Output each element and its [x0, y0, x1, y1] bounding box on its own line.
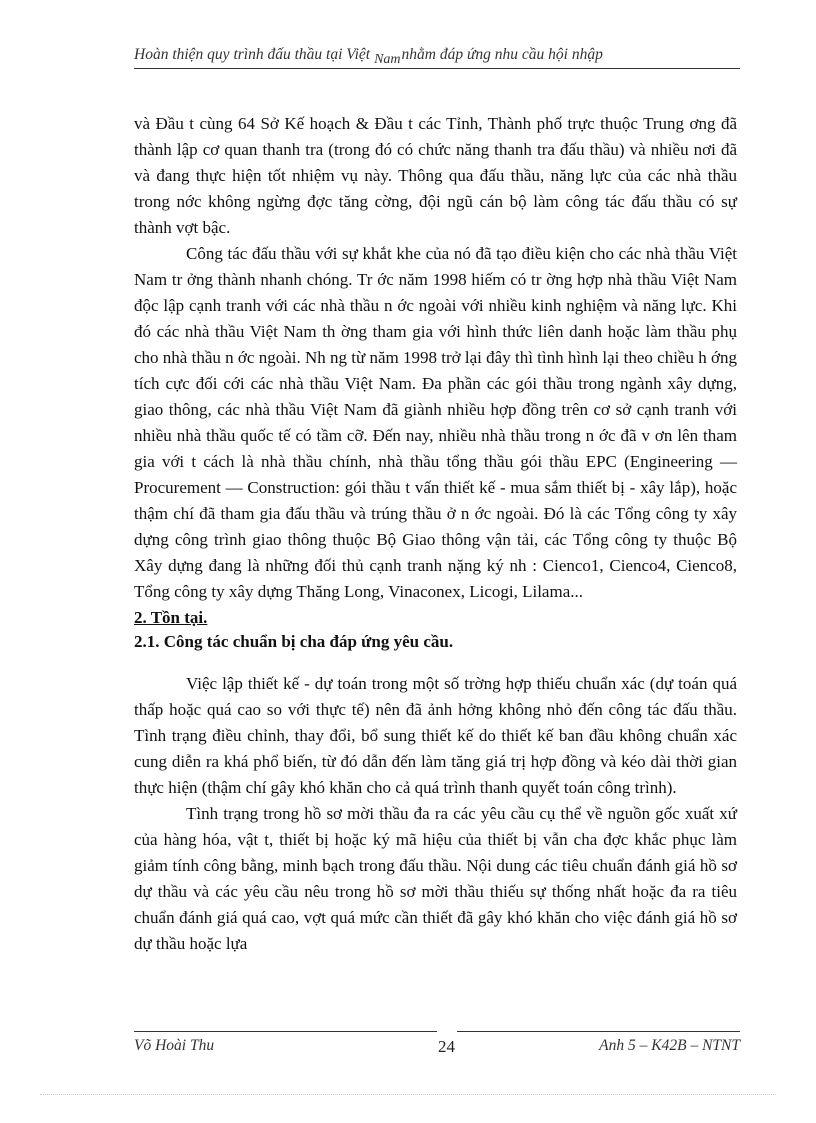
paragraph-2: Công tác đấu thầu với sự khắt khe của nó đã tạo điều kiện cho các nhà thầu Việt Nam tr ởng thành nhanh chóng. Tr ớc năm 1998 hiếm có tr ờng hợp nhà thầu Việt Nam độc lập cạnh tranh với các nhà thầu n ớc ngoài với nhiều kinh nghiệm và năng lực. Khi đó các nhà thầu Việt Nam th ờng tham gia với hình thức liên danh hoặc làm thầu phụ cho nhà thầu n ớc ngoài. Nh ng từ năm 1998 trở lại đây thì tình hình lại theo chiều h ớng tích cực đối cới các nhà thầu Việt Nam. Đa phần các gói thầu trong ngành xây dựng, giao thông, các nhà thầu Việt Nam đã giành nhiều hợp đồng trên cơ sở cạnh tranh với nhiều nhà thầu quốc tế có tầm cỡ. Đến nay, nhiều nhà thầu trong n ớc đã v ơn lên tham gia với t cách là nhà thầu chính, nhà thầu tổng thầu gói thầu EPC (Engineering — Procurement — Construction: gói thầu t vấn thiết kế - mua sắm thiết bị - xây lắp), hoặc thậm chí đã tham gia đấu thầu và trúng thầu ở n ớc ngoài. Đó là các Tổng công ty xây dựng công trình giao thông thuộc Bộ Giao thông vận tải, các Tổng công ty thuộc Bộ Xây dựng đang là những đối thủ cạnh tranh nặng ký nh : Cienco1, Cienco4, Cienco8, Tổng công ty xây dựng Thăng Long, Vinaconex, Licogi, Lilama... [134, 244, 737, 601]
section-heading-2-1: 2.1. Công tác chuẩn bị cha đáp ứng yêu cầu. [134, 632, 454, 651]
footer-author: Võ Hoài Thu [134, 1037, 215, 1054]
paragraph-4: Tình trạng trong hồ sơ mời thầu đa ra các yêu cầu cụ thể về nguồn gốc xuất xứ của hàng hóa, vật t, thiết bị hoặc ký mã hiệu của thiết bị vẫn cha đợc khắc phục làm giảm tính công bằng, minh bạch trong đấu thầu. Nội dung các tiêu chuẩn đánh giá hồ sơ dự thầu và các yêu cầu nêu trong hồ sơ mời thầu thiếu sự thống nhất hoặc đa ra tiêu chuẩn đánh giá quá cao, vợt quá mức cần thiết đã gây khó khăn cho việc đánh giá hồ sơ dự thầu hoặc lựa [134, 804, 737, 953]
header-text-before: Hoàn thiện quy trình đấu thầu tại Việt [134, 46, 371, 63]
footer-class: Anh 5 – K42B – NTNT [599, 1037, 740, 1054]
header-text-after: nhằm đáp ứng nhu cầu hội nhập [401, 46, 603, 63]
footer-rule-left [134, 1031, 437, 1032]
page-bottom-divider [40, 1094, 776, 1095]
page-content [134, 111, 737, 957]
header-text-nam: Nam [374, 52, 401, 67]
section-heading-2: 2. Tồn tại. [134, 608, 208, 627]
page-number: 24 [438, 1037, 455, 1056]
footer-rule-right [457, 1031, 740, 1032]
running-header [134, 46, 740, 68]
paragraph-1: và Đầu t cùng 64 Sở Kế hoạch & Đầu t các Tỉnh, Thành phố trực thuộc Trung ơng đã thành lập cơ quan thanh tra (trong đó có chức năng thanh tra đấu thầu) và nhiều nơi đã và đang thực hiện tốt nhiệm vụ này. Thông qua đấu thầu, năng lực của các nhà thầu trong nớc không ngừng đợc tăng cờng, đội ngũ cán bộ làm công tác đấu thầu có sự thành vợt bậc. [134, 114, 737, 237]
header-rule [134, 68, 740, 69]
paragraph-3: Việc lập thiết kế - dự toán trong một số trờng hợp thiếu chuẩn xác (dự toán quá thấp hoặc quá cao so với thực tế) nên đã ảnh hởng không nhỏ đến công tác đấu thầu. Tình trạng điều chỉnh, thay đổi, bổ sung thiết kế do thiết kế ban đầu không chuẩn xác cung diễn ra khá phổ biến, từ đó dẫn đến làm tăng giá trị hợp đồng và kéo dài thời gian thực hiện (thậm chí gây khó khăn cho cả quá trình thanh quyết toán công trình). [134, 674, 737, 797]
